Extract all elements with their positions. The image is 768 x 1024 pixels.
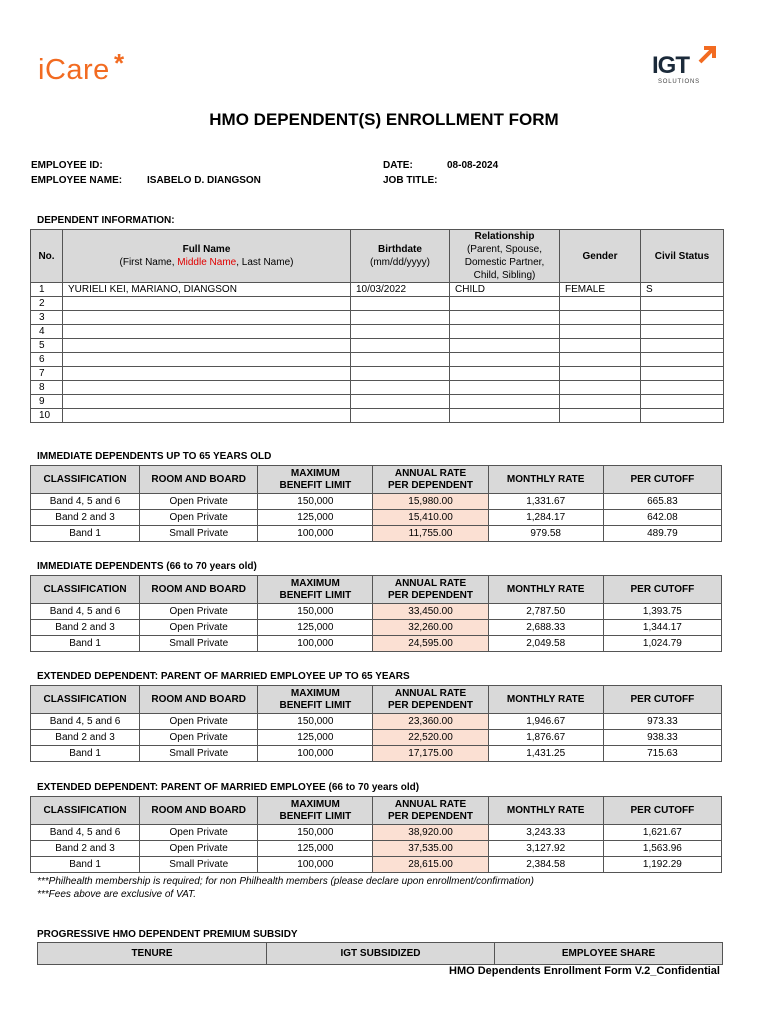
cell-per-cutoff: 1,344.17	[603, 620, 721, 636]
col-monthly-rate: MONTHLY RATE	[488, 576, 603, 604]
col-full-name-title: Full Name	[182, 244, 231, 255]
cell-birthdate[interactable]	[351, 297, 450, 311]
cell-monthly-rate: 1,876.67	[488, 730, 603, 746]
date-value: 08-08-2024	[447, 160, 499, 171]
cell-monthly-rate: 3,127.92	[488, 841, 603, 857]
rate-row	[31, 746, 722, 762]
rate-row	[31, 857, 722, 873]
cell-per-cutoff: 489.79	[603, 526, 721, 542]
cell-annual-rate: 38,920.00	[373, 825, 488, 841]
col-full-name-sub	[63, 256, 350, 269]
col-tenure: TENURE	[38, 943, 267, 965]
cell-relationship[interactable]	[450, 381, 560, 395]
col-annual-rate: ANNUAL RATE PER DEPENDENT	[373, 797, 488, 825]
col-birthdate-title: Birthdate	[378, 244, 422, 255]
cell-gender[interactable]	[560, 381, 641, 395]
col-birthdate-sub: (mm/dd/yyyy)	[370, 257, 430, 268]
cell-classification: Band 4, 5 and 6	[31, 604, 140, 620]
dependent-row	[31, 283, 724, 297]
employee-name-label: EMPLOYEE NAME:	[31, 175, 123, 186]
cell-per-cutoff: 1,563.96	[603, 841, 721, 857]
icare-logo-text: iCare	[38, 54, 110, 86]
cell-relationship[interactable]	[450, 325, 560, 339]
cell-annual-rate: 33,450.00	[373, 604, 488, 620]
dependent-row	[31, 367, 724, 381]
form-title: HMO DEPENDENT(S) ENROLLMENT FORM	[209, 110, 559, 129]
cell-room-and-board: Open Private	[140, 510, 258, 526]
cell-full-name[interactable]	[63, 297, 351, 311]
cell-birthdate[interactable]	[351, 367, 450, 381]
cell-full-name[interactable]	[63, 325, 351, 339]
cell-civil-status[interactable]	[641, 325, 724, 339]
icare-logo	[38, 48, 125, 87]
cell-classification: Band 1	[31, 857, 140, 873]
col-employee-share: EMPLOYEE SHARE	[495, 943, 723, 965]
cell-per-cutoff: 1,621.67	[603, 825, 721, 841]
cell-annual-rate: 32,260.00	[373, 620, 488, 636]
cell-annual-rate: 15,980.00	[373, 494, 488, 510]
cell-no: 9	[31, 395, 63, 409]
dependent-row	[31, 353, 724, 367]
subsidy-heading: PROGRESSIVE HMO DEPENDENT PREMIUM SUBSIDY	[37, 929, 298, 940]
dependent-row	[31, 395, 724, 409]
col-monthly-rate: MONTHLY RATE	[488, 466, 603, 494]
date-label: DATE:	[383, 160, 413, 171]
cell-birthdate[interactable]	[351, 409, 450, 423]
rate-table	[30, 575, 722, 652]
col-annual-rate: ANNUAL RATE PER DEPENDENT	[373, 686, 488, 714]
cell-monthly-rate: 2,787.50	[488, 604, 603, 620]
employee-id-label: EMPLOYEE ID:	[31, 160, 103, 171]
cell-civil-status[interactable]	[641, 339, 724, 353]
col-monthly-rate: MONTHLY RATE	[488, 686, 603, 714]
cell-relationship[interactable]: CHILD	[450, 283, 560, 297]
cell-birthdate[interactable]	[351, 395, 450, 409]
cell-room-and-board: Open Private	[140, 825, 258, 841]
col-igt-subsidized: IGT SUBSIDIZED	[267, 943, 495, 965]
cell-no: 1	[31, 283, 63, 297]
cell-room-and-board: Open Private	[140, 604, 258, 620]
cell-gender[interactable]	[560, 409, 641, 423]
cell-civil-status[interactable]	[641, 311, 724, 325]
cell-full-name[interactable]	[63, 339, 351, 353]
cell-monthly-rate: 2,049.58	[488, 636, 603, 652]
cell-per-cutoff: 665.83	[603, 494, 721, 510]
cell-max-benefit: 125,000	[258, 510, 373, 526]
col-classification: CLASSIFICATION	[31, 686, 140, 714]
cell-room-and-board: Small Private	[140, 857, 258, 873]
cell-relationship[interactable]	[450, 367, 560, 381]
cell-monthly-rate: 979.58	[488, 526, 603, 542]
dependent-row	[31, 409, 724, 423]
dependent-row	[31, 297, 724, 311]
cell-monthly-rate: 1,431.25	[488, 746, 603, 762]
cell-per-cutoff: 1,393.75	[603, 604, 721, 620]
col-civil-status: Civil Status	[641, 230, 724, 283]
cell-max-benefit: 150,000	[258, 494, 373, 510]
igt-arrow-icon	[696, 44, 718, 66]
cell-full-name[interactable]	[63, 367, 351, 381]
col-per-cutoff: PER CUTOFF	[603, 466, 721, 494]
rate-row	[31, 730, 722, 746]
cell-classification: Band 2 and 3	[31, 620, 140, 636]
cell-relationship[interactable]	[450, 297, 560, 311]
dependent-table	[30, 229, 724, 423]
cell-no: 4	[31, 325, 63, 339]
cell-annual-rate: 28,615.00	[373, 857, 488, 873]
cell-gender[interactable]	[560, 297, 641, 311]
rate-row	[31, 841, 722, 857]
col-per-cutoff: PER CUTOFF	[603, 576, 721, 604]
cell-birthdate[interactable]	[351, 325, 450, 339]
icare-logo-star: *	[114, 48, 125, 78]
cell-max-benefit: 150,000	[258, 604, 373, 620]
cell-civil-status[interactable]	[641, 409, 724, 423]
col-max-benefit: MAXIMUM BENEFIT LIMIT	[258, 466, 373, 494]
cell-full-name[interactable]	[63, 353, 351, 367]
cell-no: 6	[31, 353, 63, 367]
cell-gender[interactable]	[560, 339, 641, 353]
cell-birthdate[interactable]	[351, 381, 450, 395]
cell-full-name[interactable]: YURIELI KEI, MARIANO, DIANGSON	[63, 283, 351, 297]
cell-gender[interactable]	[560, 311, 641, 325]
col-relationship	[450, 230, 560, 283]
cell-classification: Band 4, 5 and 6	[31, 714, 140, 730]
cell-classification: Band 4, 5 and 6	[31, 494, 140, 510]
cell-classification: Band 2 and 3	[31, 510, 140, 526]
cell-annual-rate: 17,175.00	[373, 746, 488, 762]
rate-table	[30, 465, 722, 542]
cell-per-cutoff: 715.63	[603, 746, 721, 762]
col-relationship-title: Relationship	[474, 231, 535, 242]
note-philhealth: ***Philhealth membership is required; for non Philhealth members (please declare upon enrollment/confirmation)	[37, 876, 534, 887]
cell-relationship[interactable]	[450, 311, 560, 325]
cell-max-benefit: 150,000	[258, 714, 373, 730]
cell-room-and-board: Open Private	[140, 620, 258, 636]
col-birthdate	[351, 230, 450, 283]
cell-birthdate[interactable]	[351, 311, 450, 325]
cell-classification: Band 1	[31, 746, 140, 762]
cell-per-cutoff: 1,192.29	[603, 857, 721, 873]
col-classification: CLASSIFICATION	[31, 797, 140, 825]
cell-classification: Band 2 and 3	[31, 730, 140, 746]
cell-monthly-rate: 2,384.58	[488, 857, 603, 873]
col-room-and-board: ROOM AND BOARD	[140, 576, 258, 604]
col-max-benefit: MAXIMUM BENEFIT LIMIT	[258, 686, 373, 714]
cell-civil-status[interactable]	[641, 367, 724, 381]
cell-no: 5	[31, 339, 63, 353]
rate-row	[31, 714, 722, 730]
col-room-and-board: ROOM AND BOARD	[140, 797, 258, 825]
cell-max-benefit: 100,000	[258, 857, 373, 873]
col-per-cutoff: PER CUTOFF	[603, 686, 721, 714]
cell-max-benefit: 100,000	[258, 746, 373, 762]
col-full-name-sub-b: , Last Name)	[236, 257, 294, 268]
cell-relationship[interactable]	[450, 339, 560, 353]
col-room-and-board: ROOM AND BOARD	[140, 466, 258, 494]
cell-classification: Band 2 and 3	[31, 841, 140, 857]
cell-no: 8	[31, 381, 63, 395]
cell-monthly-rate: 1,331.67	[488, 494, 603, 510]
employee-name-value: ISABELO D. DIANGSON	[147, 175, 261, 186]
cell-no: 2	[31, 297, 63, 311]
cell-full-name[interactable]	[63, 381, 351, 395]
cell-gender[interactable]	[560, 353, 641, 367]
rate-table-heading: IMMEDIATE DEPENDENTS UP TO 65 YEARS OLD	[37, 451, 272, 462]
cell-gender[interactable]	[560, 367, 641, 381]
cell-classification: Band 4, 5 and 6	[31, 825, 140, 841]
col-annual-rate: ANNUAL RATE PER DEPENDENT	[373, 466, 488, 494]
cell-max-benefit: 125,000	[258, 620, 373, 636]
cell-gender[interactable]: FEMALE	[560, 283, 641, 297]
cell-room-and-board: Small Private	[140, 526, 258, 542]
cell-relationship[interactable]	[450, 409, 560, 423]
rate-table-heading: EXTENDED DEPENDENT: PARENT OF MARRIED EMPLOYEE (66 to 70 years old)	[37, 782, 420, 793]
rate-table	[30, 685, 722, 762]
rate-row	[31, 636, 722, 652]
cell-annual-rate: 11,755.00	[373, 526, 488, 542]
rate-table-heading: IMMEDIATE DEPENDENTS (66 to 70 years old)	[37, 561, 257, 572]
cell-max-benefit: 150,000	[258, 825, 373, 841]
col-classification: CLASSIFICATION	[31, 466, 140, 494]
cell-monthly-rate: 1,946.67	[488, 714, 603, 730]
footer-text: HMO Dependents Enrollment Form V.2_Confidential	[449, 965, 720, 977]
job-title-label: JOB TITLE:	[383, 175, 438, 186]
col-no: No.	[31, 230, 63, 283]
cell-gender[interactable]	[560, 325, 641, 339]
cell-monthly-rate: 1,284.17	[488, 510, 603, 526]
rate-table	[30, 796, 722, 873]
rate-row	[31, 526, 722, 542]
cell-annual-rate: 22,520.00	[373, 730, 488, 746]
cell-room-and-board: Open Private	[140, 494, 258, 510]
cell-civil-status[interactable]	[641, 395, 724, 409]
rate-row	[31, 510, 722, 526]
cell-full-name[interactable]	[63, 409, 351, 423]
cell-no: 10	[31, 409, 63, 423]
cell-max-benefit: 125,000	[258, 841, 373, 857]
col-annual-rate: ANNUAL RATE PER DEPENDENT	[373, 576, 488, 604]
rate-table-heading: EXTENDED DEPENDENT: PARENT OF MARRIED EMPLOYEE UP TO 65 YEARS	[37, 671, 410, 682]
subsidy-table	[37, 942, 723, 965]
dependent-row	[31, 381, 724, 395]
cell-birthdate[interactable]	[351, 353, 450, 367]
cell-no: 7	[31, 367, 63, 381]
col-full-name	[63, 230, 351, 283]
col-full-name-sub-a: (First Name,	[119, 257, 178, 268]
rate-row	[31, 494, 722, 510]
igt-logo	[652, 44, 722, 88]
cell-no: 3	[31, 311, 63, 325]
col-classification: CLASSIFICATION	[31, 576, 140, 604]
cell-monthly-rate: 2,688.33	[488, 620, 603, 636]
note-vat: ***Fees above are exclusive of VAT.	[37, 889, 196, 900]
cell-max-benefit: 100,000	[258, 636, 373, 652]
rate-row	[31, 620, 722, 636]
dependent-row	[31, 311, 724, 325]
cell-per-cutoff: 938.33	[603, 730, 721, 746]
cell-room-and-board: Small Private	[140, 746, 258, 762]
cell-classification: Band 1	[31, 526, 140, 542]
cell-annual-rate: 24,595.00	[373, 636, 488, 652]
cell-civil-status[interactable]	[641, 297, 724, 311]
col-relationship-sub: (Parent, Spouse, Domestic Partner, Child, Sibling)	[464, 244, 545, 281]
col-max-benefit: MAXIMUM BENEFIT LIMIT	[258, 797, 373, 825]
cell-civil-status[interactable]	[641, 353, 724, 367]
col-per-cutoff: PER CUTOFF	[603, 797, 721, 825]
cell-per-cutoff: 642.08	[603, 510, 721, 526]
dependent-info-heading: DEPENDENT INFORMATION:	[37, 215, 175, 226]
col-full-name-sub-middle: Middle Name	[177, 257, 237, 268]
cell-per-cutoff: 973.33	[603, 714, 721, 730]
igt-logo-subtext: SOLUTIONS	[658, 79, 700, 85]
cell-full-name[interactable]	[63, 311, 351, 325]
cell-max-benefit: 125,000	[258, 730, 373, 746]
col-gender: Gender	[560, 230, 641, 283]
dependent-row	[31, 325, 724, 339]
dependent-row	[31, 339, 724, 353]
cell-annual-rate: 37,535.00	[373, 841, 488, 857]
cell-relationship[interactable]	[450, 395, 560, 409]
cell-room-and-board: Open Private	[140, 714, 258, 730]
cell-gender[interactable]	[560, 395, 641, 409]
cell-full-name[interactable]	[63, 395, 351, 409]
col-max-benefit: MAXIMUM BENEFIT LIMIT	[258, 576, 373, 604]
cell-birthdate[interactable]	[351, 339, 450, 353]
cell-classification: Band 1	[31, 636, 140, 652]
cell-monthly-rate: 3,243.33	[488, 825, 603, 841]
col-room-and-board: ROOM AND BOARD	[140, 686, 258, 714]
rate-row	[31, 825, 722, 841]
col-monthly-rate: MONTHLY RATE	[488, 797, 603, 825]
cell-birthdate[interactable]: 10/03/2022	[351, 283, 450, 297]
cell-room-and-board: Open Private	[140, 841, 258, 857]
cell-max-benefit: 100,000	[258, 526, 373, 542]
cell-civil-status[interactable]: S	[641, 283, 724, 297]
cell-annual-rate: 23,360.00	[373, 714, 488, 730]
cell-relationship[interactable]	[450, 353, 560, 367]
rate-row	[31, 604, 722, 620]
igt-logo-text: IGT	[652, 52, 689, 79]
cell-civil-status[interactable]	[641, 381, 724, 395]
cell-room-and-board: Small Private	[140, 636, 258, 652]
cell-annual-rate: 15,410.00	[373, 510, 488, 526]
cell-per-cutoff: 1,024.79	[603, 636, 721, 652]
cell-room-and-board: Open Private	[140, 730, 258, 746]
